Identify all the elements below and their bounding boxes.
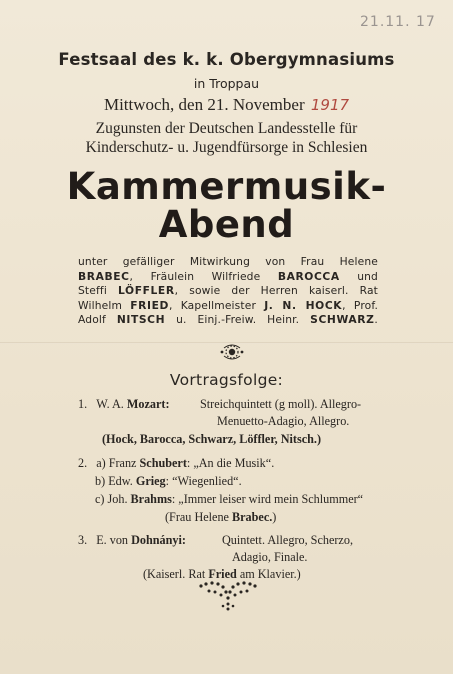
benefit-line-1: Zugunsten der Deutschen Landesstelle für	[95, 120, 358, 137]
performers-text: , Fräulein Wilfriede	[129, 269, 278, 283]
city-line: in Troppau	[193, 76, 260, 91]
credit-text: (Kaiserl. Rat	[143, 567, 209, 581]
performers-text: Wilhelm	[78, 298, 131, 312]
dotted-ornament-icon	[197, 581, 259, 611]
performers-line-5	[78, 313, 378, 328]
performer-name: Brabec.	[232, 510, 273, 524]
benefit-text	[0, 119, 453, 157]
composer-name: Dohnányi:	[131, 533, 186, 547]
performers-line-3	[78, 284, 378, 299]
performers-text: und	[339, 269, 378, 283]
credit-text: am Klavier.)	[236, 567, 301, 581]
work-title-cont: Menuetto-Adagio, Allegro.	[217, 414, 350, 428]
program-item-1	[78, 396, 170, 413]
performers-text: Steffi	[78, 284, 118, 298]
program-item-2c	[95, 491, 363, 508]
work-title: Quintett. Allegro, Scherzo,	[222, 533, 353, 547]
date-line	[0, 95, 453, 115]
performer-name: BAROCCA	[277, 269, 340, 283]
composer-name: Schubert	[139, 456, 187, 470]
composer-prefix: E. von	[96, 533, 132, 547]
performers-credit: (Hock, Barocca, Schwarz, Löffler, Nitsch.)	[102, 432, 321, 446]
sub-letter: c)	[95, 492, 105, 506]
composer-prefix: W. A.	[96, 397, 127, 411]
performer-name: SCHWARZ	[310, 313, 375, 327]
composer-prefix: Franz	[108, 456, 140, 470]
performers-line-1	[78, 255, 378, 270]
performer-name: BRABEC	[78, 269, 130, 283]
date-text: Mittwoch, den 21. November	[103, 95, 305, 114]
credit-text: (Frau Helene	[165, 510, 233, 524]
performers-text: , Prof.	[342, 298, 379, 312]
item-number: 2.	[78, 456, 88, 470]
floral-ornament-icon	[219, 343, 245, 361]
title-line-2: Abend	[158, 203, 295, 246]
performers-credit-2	[165, 509, 276, 526]
performers-line-4	[78, 299, 378, 314]
composer-name: Brahms	[130, 492, 172, 506]
performer-name: Fried	[208, 567, 237, 581]
benefit-line-2: Kinderschutz- u. Jugendfürsorge in Schlesien	[85, 139, 368, 156]
sub-letter: b)	[95, 474, 106, 488]
credit-text: )	[272, 510, 277, 524]
pencil-date-note: 21.11. 17	[360, 14, 436, 30]
composer-name: Mozart:	[126, 397, 170, 411]
work-title: : „Immer leiser wird mein Schlummer“	[171, 492, 364, 506]
title-line-1: Kammermusik-	[66, 165, 387, 208]
performer-name: FRIED	[130, 298, 169, 312]
sub-letter: a)	[96, 456, 106, 470]
composer-prefix: Edw.	[108, 474, 136, 488]
performers-line-2	[78, 270, 378, 285]
composer-prefix: Joh.	[107, 492, 131, 506]
handwritten-year: 1917	[310, 96, 350, 114]
performers-paragraph	[78, 255, 378, 328]
item-number: 3.	[78, 533, 88, 547]
item-number: 1.	[78, 397, 88, 411]
performer-name: NITSCH	[116, 313, 166, 327]
program-item-2b	[95, 473, 242, 490]
performers-text: unter gefälliger Mitwirkung von Frau Helene	[78, 255, 378, 268]
work-title: : „An die Musik“.	[186, 456, 275, 470]
work-title: : “Wiegenlied“.	[165, 474, 242, 488]
event-title	[0, 165, 453, 246]
performers-text: , Kapellmeister	[168, 298, 265, 312]
performers-text: Adolf	[78, 313, 117, 327]
program-heading: Vortragsfolge:	[169, 371, 284, 389]
performers-text: .	[374, 313, 378, 327]
work-title: Streichquintett (g moll). Allegro-	[200, 397, 362, 411]
work-title-cont: Adagio, Finale.	[232, 550, 308, 564]
program-item-3	[78, 532, 186, 549]
performers-text: , sowie der Herren kaiserl. Rat	[174, 284, 379, 298]
performer-name: J. N. HOCK	[264, 298, 343, 312]
composer-name: Grieg	[135, 474, 166, 488]
performers-text: u. Einj.-Freiw. Heinr.	[165, 313, 311, 327]
program-item-2a	[78, 455, 274, 472]
venue-line: Festsaal des k. k. Obergymnasiums	[58, 50, 395, 69]
performer-name: LÖFFLER	[118, 284, 175, 298]
